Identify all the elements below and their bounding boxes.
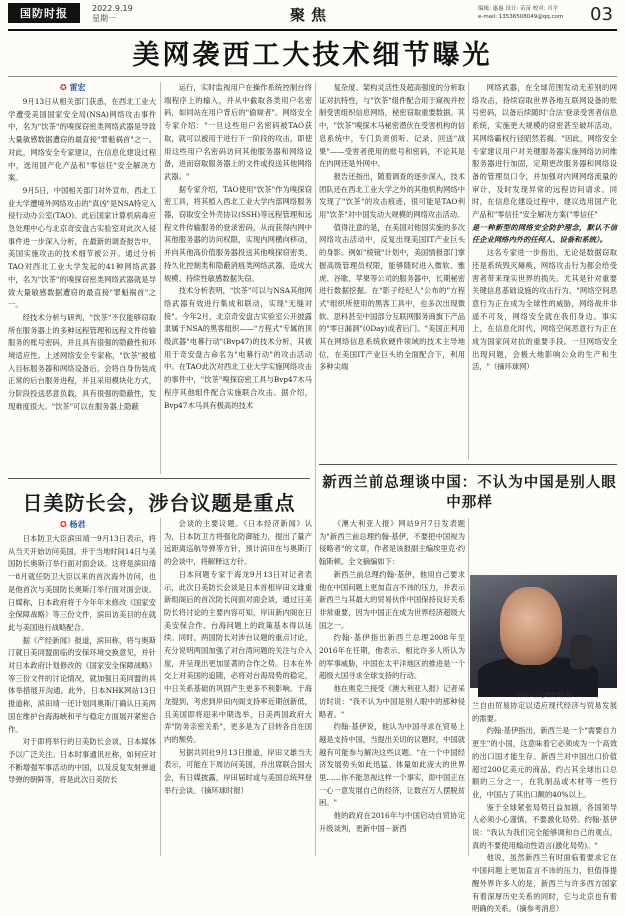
editor-names: 编辑: 惠惠 设计: 苗苗 校对: 川平 <box>478 6 559 12</box>
paragraph: 据《产经新闻》报道，滨田称，将与奥斯汀就日美同盟面临的安保环境交换意见，并针对日本政府计划修改的《国家安全保障战略》等三份文件的讨论情况，就加强日美同盟的具体举措展开沟通。此外，日本NHK网站13日报道称，滨田靖一还计划同奥斯汀确认日美两国在维护台海海峡和平与稳定方面展开紧密合作。 <box>8 635 156 734</box>
japan-article-headline: 日美防长会，涉台议题是重点 <box>22 491 296 515</box>
paragraph: 经技术分析与研判，"饮茶"不仅能够窃取所在服务器上的多种远程管理和远程文件传输服务的账号密码，并且具有很强的隐蔽性和环境适应性。上述网络安全专家称，"饮茶"被植入目标服务器和网络设备后，会将自身伪装成正常的后台服务进程，并且采用模块化方式，分阶段投送恶意负载，具有很强的隐蔽性，发现难度很大。"饮茶"可以在服务器上隐蔽 <box>8 312 156 411</box>
nz-article-column-1 <box>319 518 465 856</box>
issue-date-block <box>92 4 133 24</box>
paragraph: 日本问题专家于海龙9月13日对记者表示，此次日美防长会谈是日本首相岸田文雄重新组阁后的首次防长间面对面会谈，通过日美防长将讨论的主要内容可知，岸田新内阁在日美安保合作、台海问题上的政策基本得以延续。同时，两国防长对涉台议题的重点讨论，充分说明两国加强了对台湾问题的关注与介入度，并呈现出更加显著的合作之势。日本在外交上对美国的追随，必将对台海局势的稳定，中日关系基础的巩固产生更多不利影响。于海龙提到，考虑到岸田内阁支持率近期创新低，且美国即将迎来中期选举，日美两国政府大弄"防务亲密关系"，更多是为了目转各自在国内的颓势。 <box>164 569 312 744</box>
nz-article-column-2 <box>472 700 617 914</box>
paragraph: 他在奥克兰接受《澳大利亚人报》记者采访时说："我不认为中国是别人眼中的那种侵略者。" <box>319 684 465 719</box>
japan-article-column-1 <box>8 533 156 855</box>
main-article-column-2 <box>164 82 312 474</box>
paragraph: 运行，实时监视用户在操作系统控制台终端程序上的输入，并从中截取各类用户名密码，如同站在用户背后的"偷窥者"。网络安全专家介绍："一旦这些用户名密码被TAO获取，就可以被用于进行下一阶段的攻击，即使用这些用户名密码访问其他服务器和网络设备，进而窃取服务器上的文件或投送其他网络武器。" <box>164 83 312 181</box>
byline-author: 杨君 <box>69 520 86 529</box>
byline-star-icon: ✪ <box>60 520 67 529</box>
paragraph: 日本防卫大臣滨田靖一9月13日表示，将从当天开始访问美国，并于当地时间14日与美国防长奥斯汀举行面对面会谈。这将是滨田靖一8月就任防卫大臣以来的首次海外访问，也是他首次与美国防长奥斯汀举行面对面会谈。日媒称，日本政府将于今年年末修改《国家安全保障战略》等三份文件，滨田访美目的在就此与美国进行战略配合。 <box>8 534 156 632</box>
paragraph: 他说，虽然新西兰有时面临着要求它在中国问题上更加直言不讳的压力，但值得提醒外界许多人的是，新西兰与许多西方国家有着深厚历史关系的同时，它与北京也有着明确的关系。（摘参考消息） <box>472 853 617 914</box>
page-number: 03 <box>590 4 613 25</box>
paragraph: 网络武器，在全球范围发动无差别的网络攻击，持续窃取世界各地互联网设备的账号密码，以备后续随时'合法'登录受害者信息系统，实施更大规模的窃密甚至破坏活动，其网络霸权行径昭然若揭。"因此，网络安全专家建议用户对关键服务器实施网络访问维服务器进行加固，定期更改服务器和网络设备的管理员口令，并加强对内网网络流量的审计，及时发现异常的远程访问请求。同时，在信息化建设过程中，建议选用国产化产品和"零信任"安全解决方案("零信任" <box>472 83 617 220</box>
paragraph: 报告还指出，随着调查的逐步深入，技术团队还在西北工业大学之外的其他机构网络中发现了"饮茶"的攻击痕迹，很可能是TAO利用"饮茶"对中国发动大规模的网络攻击活动。 <box>319 171 465 220</box>
japan-article-column-2 <box>164 518 312 856</box>
column-divider <box>315 82 316 474</box>
issue-weekday: 星期一 <box>92 14 116 23</box>
section-title: 聚焦 <box>290 6 333 24</box>
paragraph-emphasis: 是一种新型的网络安全防护理念，默认不信任企业网络内外的任何人、设备和系统）。 <box>472 222 617 245</box>
paragraph: 鉴于全球紧张局势日益加剧，各国领导人必须小心谨慎，不要激化局势。约翰·基伊说："我认为我们完全能够调和自己的观点，真的不要使用煽动性语言(激化局势)。" <box>472 802 617 850</box>
photo-caption: 新西兰前总理约翰·基 <box>515 692 572 699</box>
paragraph: 另据共同社9月13日报道，岸田文雄当天表示，可能在下周访问美国，并出席联合国大会，有日媒披露，岸田届时或与美国总统拜登举行会谈。（摘环球时报） <box>164 747 312 795</box>
photo-face-shape <box>500 587 562 665</box>
main-article-column-1 <box>8 96 156 474</box>
paragraph: 约翰·基伊指出，新西兰是一个"需要自力更生"的小国，这意味着它必须成为一个高效的出口国才能生存。新西兰对中国出口价值超过200亿美元的商品，约占其全球出口总额的三分之一，在乳制品或木材等一些行业，中国占了其出口额的40%以上。 <box>472 726 617 799</box>
paragraph: 对于即将举行的日美防长会谈，日本媒体予以广泛关注。日本时事通讯社称，如何应对不断增强军事活动的中国，以及反复发射弹道导弹的朝鲜等，将是此次日美防长 <box>8 737 156 785</box>
paragraph: 这名专家进一步指出，无论是数据窃取还是系统毁灭瘫痪，网络攻击行为都会给受害者带来现实世界的损失。尤其是针对重要关键信息基础设施的攻击行为，"网络空间恶意行为正在成为全球性的威胁，网络战并非遥不可及，网络安全就在我们身边。事实上，在信息化时代，网络空间恶意行为正在成为国家间对抗的重要手段。一旦网络安全出现问题，会极大地影响公众的生产和生活，"（摘环球网） <box>472 248 617 372</box>
paragraph: 技术分析表明，"饮茶"可以与NSA其他网络武器有效进行集成和联动，实现"无缝对接"。今年2月，北京奇安盘古实验室公开披露隶属于NSA的黑客组织——"方程式"专属的顶级武器"电幕行动"(Bvp47)的技术分析，其被用于奇安盘古命名为"电幕行动"的攻击活动中。在TAO此次对西北工业大学实施网络攻击的事件中，"饮茶"嗅探窃密工具与Bvp47木马程序其他组件配合实施联合攻击。据介绍，Bvp47木马具有极高的技术 <box>164 286 312 410</box>
paragraph: 9月13日从相关部门获悉，在西北工业大学遭受美国国家安全局(NSA)网络攻击事件中，名为"饮茶"的嗅探窃密类网络武器是导致大量敏感数据遭窃的最直接"罪魁祸首"之一。对此，网络安全专家建议，在信息化建设过程中，选用国产化产品和"零信任"安全解决方案。 <box>8 97 156 183</box>
main-article-column-4 <box>472 82 617 460</box>
paragraph: 约翰·基伊指出新西兰总理2008年至2016年在任期，他表示，相比许多人所认为的军事威胁，中国在太平洋地区的推进是一个超级大国寻求全球支持的行动。 <box>319 633 465 681</box>
column-divider <box>315 468 316 856</box>
issue-date: 2022.9.19 <box>92 4 133 13</box>
paragraph: 9月5日，中国相关部门对外宣布，西北工业大学遭境外网络攻击的"真凶"是NSA特定入侵行动办公室(TAO)。此后国家计算机病毒应急处理中心与北京奇安盘古实验室对此次入侵事件进一步深入分析，在最新的调查报告中，美国实施攻击的技术细节被公开。通过分析TAO对西北工业大学发起的41种网络武器中，名为"饮茶"的嗅探窃密类网络武器就是导致大量敏感数据遭窃的最直接"罪魁祸首"之一。 <box>8 185 156 310</box>
paragraph: 兰自由贸易协定以适应现代经济与贸易发展的需要。 <box>472 701 617 723</box>
paragraph: 复杂度、架构灵活性及超高强度的分析取证对抗特性，与"饮茶"组件配合用于窥视并控制受害组织信息网络，秘密窃取重要数据。其中，"饮茶"嗅探木马秘密潜伏在受害机构的信息系统中，专门负责侦听、记录、回送"战果"——受害者使用的账号和密码，不论其是在内网还是外网中。 <box>319 83 465 169</box>
john-key-photo <box>470 575 617 688</box>
paragraph: 约翰·基伊说，他认为中国寻求在贸易上越是支持中国，当提出关切的议题时，中国就越有可能参与解决这些议题。"在一个中国经济发展势头如此迅猛、体量如此庞大的世界里……你不能忽视这样一个事实，即中国正在一心一意发展自己的经济，让数百万人摆脱贫困。" <box>319 722 465 808</box>
column-divider <box>468 82 469 460</box>
nz-article-headline: 新西兰前总理谈中国：不认为中国是别人眼中那样 <box>322 475 617 511</box>
editor-credits <box>478 5 588 21</box>
paragraph: 值得注意的是，在美国对他国实施的多次网络攻击活动中，反复出现美国IT产业巨头的身影。例如"棱镜"计划中，美国情报部门掌握高级管理员权限，能够随时进入微软、雅虎、谷歌、苹果等公司的服务器中，长期秘密进行数据挖掘。在"影子经纪人"公布的"方程式"组织所使用的黑客工具中，也多次出现微软、思科甚至中国部分互联网服务商旗下产品的"零日漏洞"(0Day)或者后门。"美国正利用其在网络信息系统软硬件领域的技术主导地位，在美国IT产业巨头的全面配合下，利用多种尖端 <box>319 222 465 372</box>
page-header <box>0 0 625 28</box>
section-divider <box>8 478 310 479</box>
byline-author: 雷宏 <box>69 83 86 92</box>
paragraph: 据专家介绍，TAO使用"饮茶"作为嗅探窃密工具，将其植入西北工业大学内部网络服务器，窃取安全外壳协议(SSH)等远程管理和远程文件传输服务的登录密码，从而获得内网中其他服务器的访问权限，实现内网横向移动，并向其他高价值服务器投送其他嗅探窃密类、持久化控制类和隐蔽消痕类网络武器，造成大规模、持续性敏感数据失窃。 <box>164 184 312 283</box>
photo-microphone-shape <box>570 635 592 669</box>
headline-divider <box>8 76 617 77</box>
column-divider <box>160 82 161 474</box>
japan-byline <box>60 519 86 530</box>
column-divider <box>468 518 469 856</box>
paragraph: 新西兰前总理约翰·基伊，他用自己要求他在中国问题上更加直言不讳的压力，并表示新西兰与其最大的贸易伙伴中国保持良好关系非常重要，因为中国正在成为世界经济超级大国之一。 <box>319 569 465 630</box>
column-divider <box>160 518 161 856</box>
paragraph: 会谈的主要议题。《日本经济新闻》认为，日本防卫方将强化防御能力，提出了量产远距离巡航导弹等方针，预计滨田在与奥斯汀的会谈中，将解释这方针。 <box>164 519 312 567</box>
main-byline <box>60 82 86 93</box>
editor-email: e-mail: 13536508049@qq.com <box>478 14 564 20</box>
newspaper-logo: 国防时报 <box>8 3 80 23</box>
main-article-column-3 <box>319 82 465 460</box>
header-divider <box>8 29 617 31</box>
main-headline: 美网袭西工大技术细节曝光 <box>132 40 493 71</box>
section-divider <box>319 464 617 465</box>
byline-star-icon: ✪ <box>60 83 67 92</box>
paragraph: 他的政府在2016年与中国启动自贸协定升级谈判，更新中国－新西 <box>319 811 465 833</box>
paragraph: 《澳大利亚人报》网站9月7日发表题为"新西兰前总理约翰·基伊，不要把中国视为侵略者"的文章，作者是该报副主编埃里克·约翰斯顿。全文摘编如下： <box>319 519 465 567</box>
